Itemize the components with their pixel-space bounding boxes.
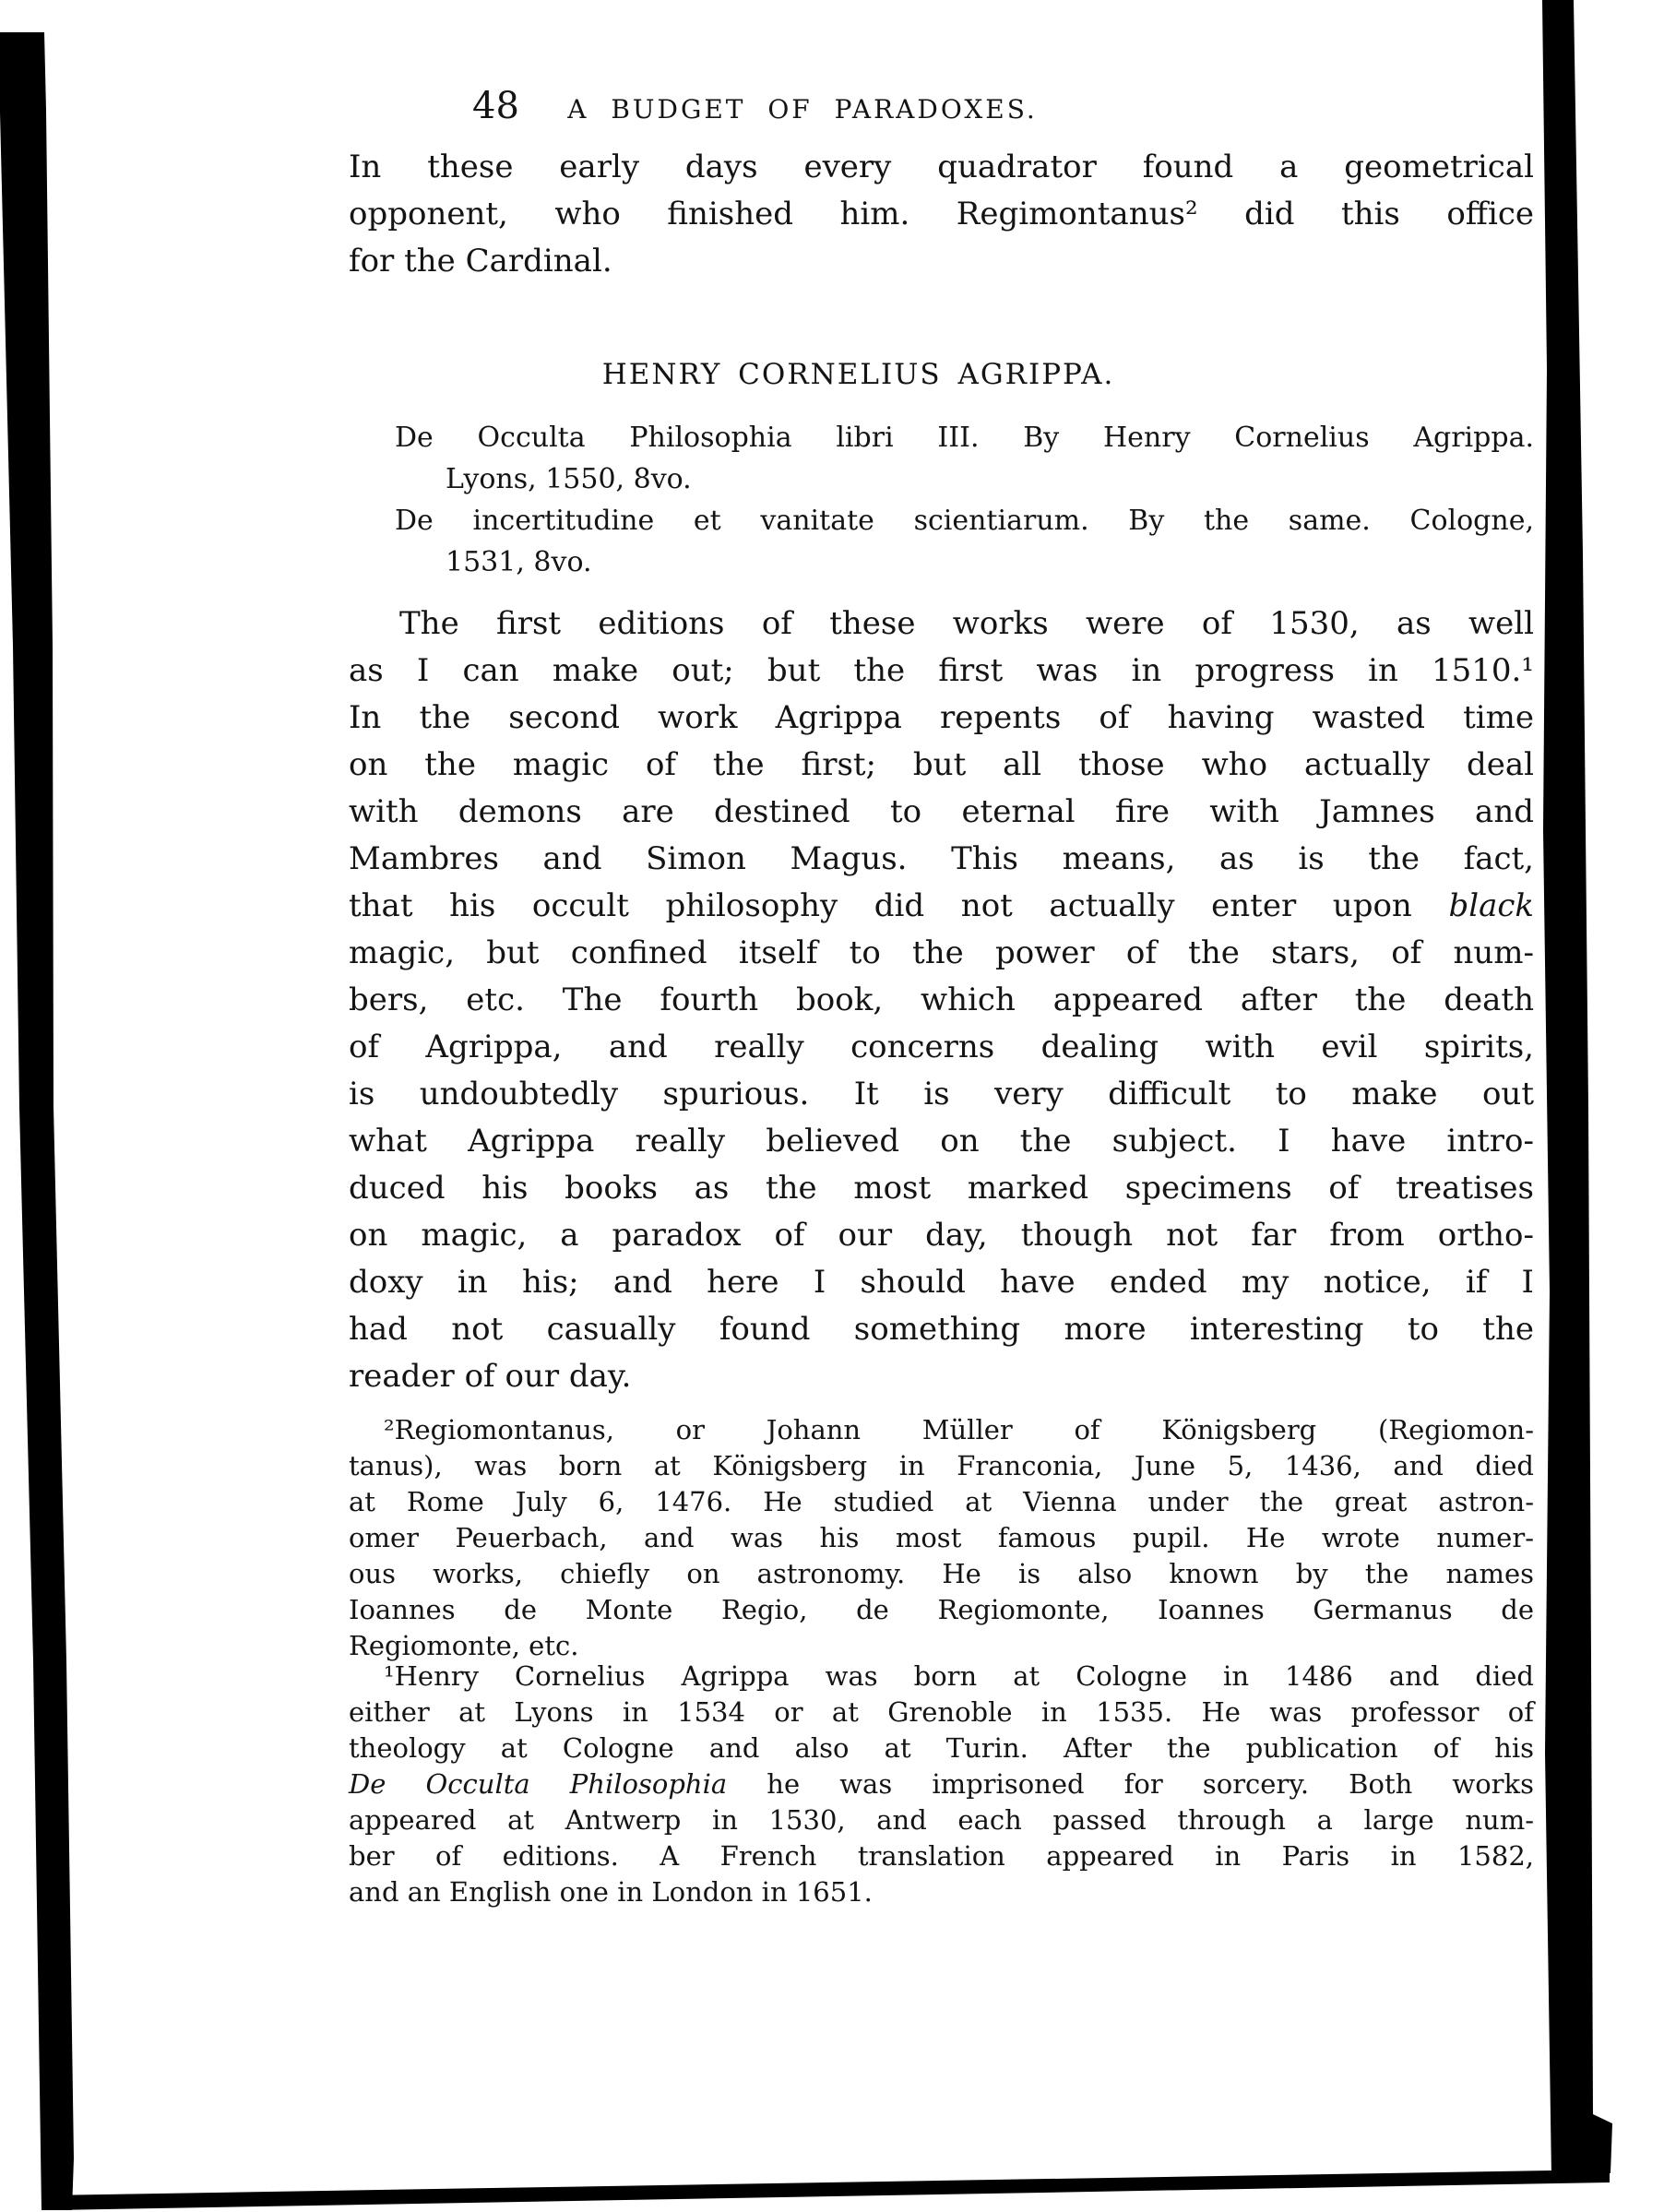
text-line: [349, 1592, 1534, 1628]
text-line: [349, 1659, 1534, 1695]
text-span: on magic, a paradox of our day, though not far from ortho-: [349, 1217, 1534, 1254]
text-line: [395, 417, 1534, 458]
text-span: that his occult philosophy did not actually enter upon: [349, 887, 1449, 924]
text-line: [349, 1484, 1534, 1520]
text-span: for the Cardinal.: [349, 243, 612, 279]
text-span: In the second work Agrippa repents of having wasted time: [349, 699, 1534, 736]
text-span: Mambres and Simon Magus. This means, as is the fact,: [349, 840, 1534, 877]
text-span: De incertitudine et vanitate scientiarum. By the same. Cologne,: [395, 505, 1534, 537]
text-line: [349, 789, 1534, 836]
italic-text: De Occulta Philosophia: [349, 1768, 728, 1800]
text-span: ²Regiomontanus, or Johann Müller of Königsberg (Regiomon-: [384, 1414, 1534, 1445]
scan-artifact-tick: [66, 2149, 71, 2170]
text-line: [349, 648, 1534, 695]
text-line: [395, 541, 1534, 583]
text-span: what Agrippa really believed on the subject. I have intro-: [349, 1123, 1534, 1160]
text-line: [349, 1306, 1534, 1353]
text-span: at Rome July 6, 1476. He studied at Vienna under the great astron-: [349, 1486, 1534, 1517]
text-span: duced his books as the most marked specimens of treatises: [349, 1170, 1534, 1207]
intro-paragraph: [349, 144, 1534, 285]
bibliography-entry: [395, 500, 1534, 583]
text-line: [349, 1730, 1534, 1766]
text-line: [349, 238, 1534, 285]
bibliography-list: [395, 417, 1534, 583]
text-span: tanus), was born at Königsberg in Franconia, June 5, 1436, and died: [349, 1450, 1534, 1481]
text-span: theology at Cologne and also at Turin. After the publication of his: [349, 1732, 1534, 1764]
text-line: [349, 1259, 1534, 1306]
text-span: bers, etc. The fourth book, which appeared after the death: [349, 981, 1534, 1018]
text-line: [349, 1118, 1534, 1165]
text-span: Lyons, 1550, 8vo.: [446, 463, 692, 495]
text-span: had not casually found something more interesting to the: [349, 1311, 1534, 1348]
body-paragraph: [349, 601, 1534, 1400]
footnote-regiomontanus: [349, 1412, 1534, 1664]
text-span: of Agrippa, and really concerns dealing with evil spirits,: [349, 1029, 1534, 1065]
text-line: [349, 1802, 1534, 1838]
text-span: magic, but confined itself to the power of the stars, of num-: [349, 934, 1534, 971]
text-span: omer Peuerbach, and was his most famous pupil. He wrote numer-: [349, 1522, 1534, 1553]
text-line: [349, 930, 1534, 977]
scan-artifact-left-streak: [0, 32, 74, 2210]
text-line: [349, 742, 1534, 789]
text-line: [395, 500, 1534, 541]
text-line: [349, 695, 1534, 742]
text-span: De Occulta Philosophia libri III. By Henry Cornelius Agrippa.: [395, 422, 1534, 454]
scan-artifact-right-bar: [1542, 0, 1612, 2177]
text-line: [349, 1412, 1534, 1448]
text-line: [349, 1212, 1534, 1259]
footnote-agrippa: [349, 1659, 1534, 1910]
text-line: [349, 1874, 1534, 1910]
text-span: as I can make out; but the first was in progress in 1510.¹: [349, 652, 1534, 689]
scan-artifact-bottom-line: [46, 2170, 1610, 2210]
text-span: either at Lyons in 1534 or at Grenoble in 1535. He was professor of: [349, 1696, 1534, 1728]
text-span: reader of our day.: [349, 1358, 632, 1395]
text-line: [349, 1766, 1534, 1802]
text-span: In these early days every quadrator found a geometrical: [349, 149, 1534, 185]
text-line: [349, 1695, 1534, 1730]
text-span: ber of editions. A French translation appeared in Paris in 1582,: [349, 1840, 1534, 1872]
text-line: [349, 1520, 1534, 1556]
page-number: 48: [472, 85, 519, 127]
text-span: The first editions of these works were of 1530, as well: [399, 605, 1534, 642]
text-span: is undoubtedly spurious. It is very difficult to make out: [349, 1076, 1534, 1112]
text-line: [349, 1071, 1534, 1118]
text-span: he was imprisoned for sorcery. Both works: [727, 1768, 1535, 1800]
text-span: opponent, who finished him. Regimontanus² did this office: [349, 196, 1534, 232]
running-header: A BUDGET OF PARADOXES.: [567, 94, 1038, 125]
text-line: [349, 977, 1534, 1024]
text-line: [349, 1165, 1534, 1212]
bibliography-entry: [395, 417, 1534, 500]
italic-text: black: [1448, 887, 1534, 924]
text-line: [349, 191, 1534, 238]
text-line: [349, 836, 1534, 883]
text-line: [349, 1556, 1534, 1592]
text-span: 1531, 8vo.: [446, 546, 592, 578]
text-span: appeared at Antwerp in 1530, and each passed through a large num-: [349, 1804, 1534, 1836]
text-line: [349, 144, 1534, 191]
text-line: [349, 1353, 1534, 1400]
text-line: [349, 601, 1534, 648]
text-line: [395, 458, 1534, 500]
text-line: [349, 1838, 1534, 1874]
section-heading: HENRY CORNELIUS AGRIPPA.: [601, 358, 1115, 391]
text-span: ous works, chiefly on astronomy. He is also known by the names: [349, 1558, 1534, 1589]
text-line: [349, 1024, 1534, 1071]
text-span: with demons are destined to eternal fire with Jamnes and: [349, 793, 1534, 830]
text-span: on the magic of the first; but all those who actually deal: [349, 746, 1534, 783]
text-span: doxy in his; and here I should have ended my notice, if I: [349, 1264, 1534, 1301]
text-span: and an English one in London in 1651.: [349, 1876, 873, 1908]
text-span: Ioannes de Monte Regio, de Regiomonte, Ioannes Germanus de: [349, 1594, 1534, 1625]
text-span: ¹Henry Cornelius Agrippa was born at Cologne in 1486 and died: [384, 1660, 1534, 1692]
text-line: [349, 883, 1534, 930]
text-line: [349, 1448, 1534, 1484]
text-span: Regiomonte, etc.: [349, 1630, 579, 1661]
